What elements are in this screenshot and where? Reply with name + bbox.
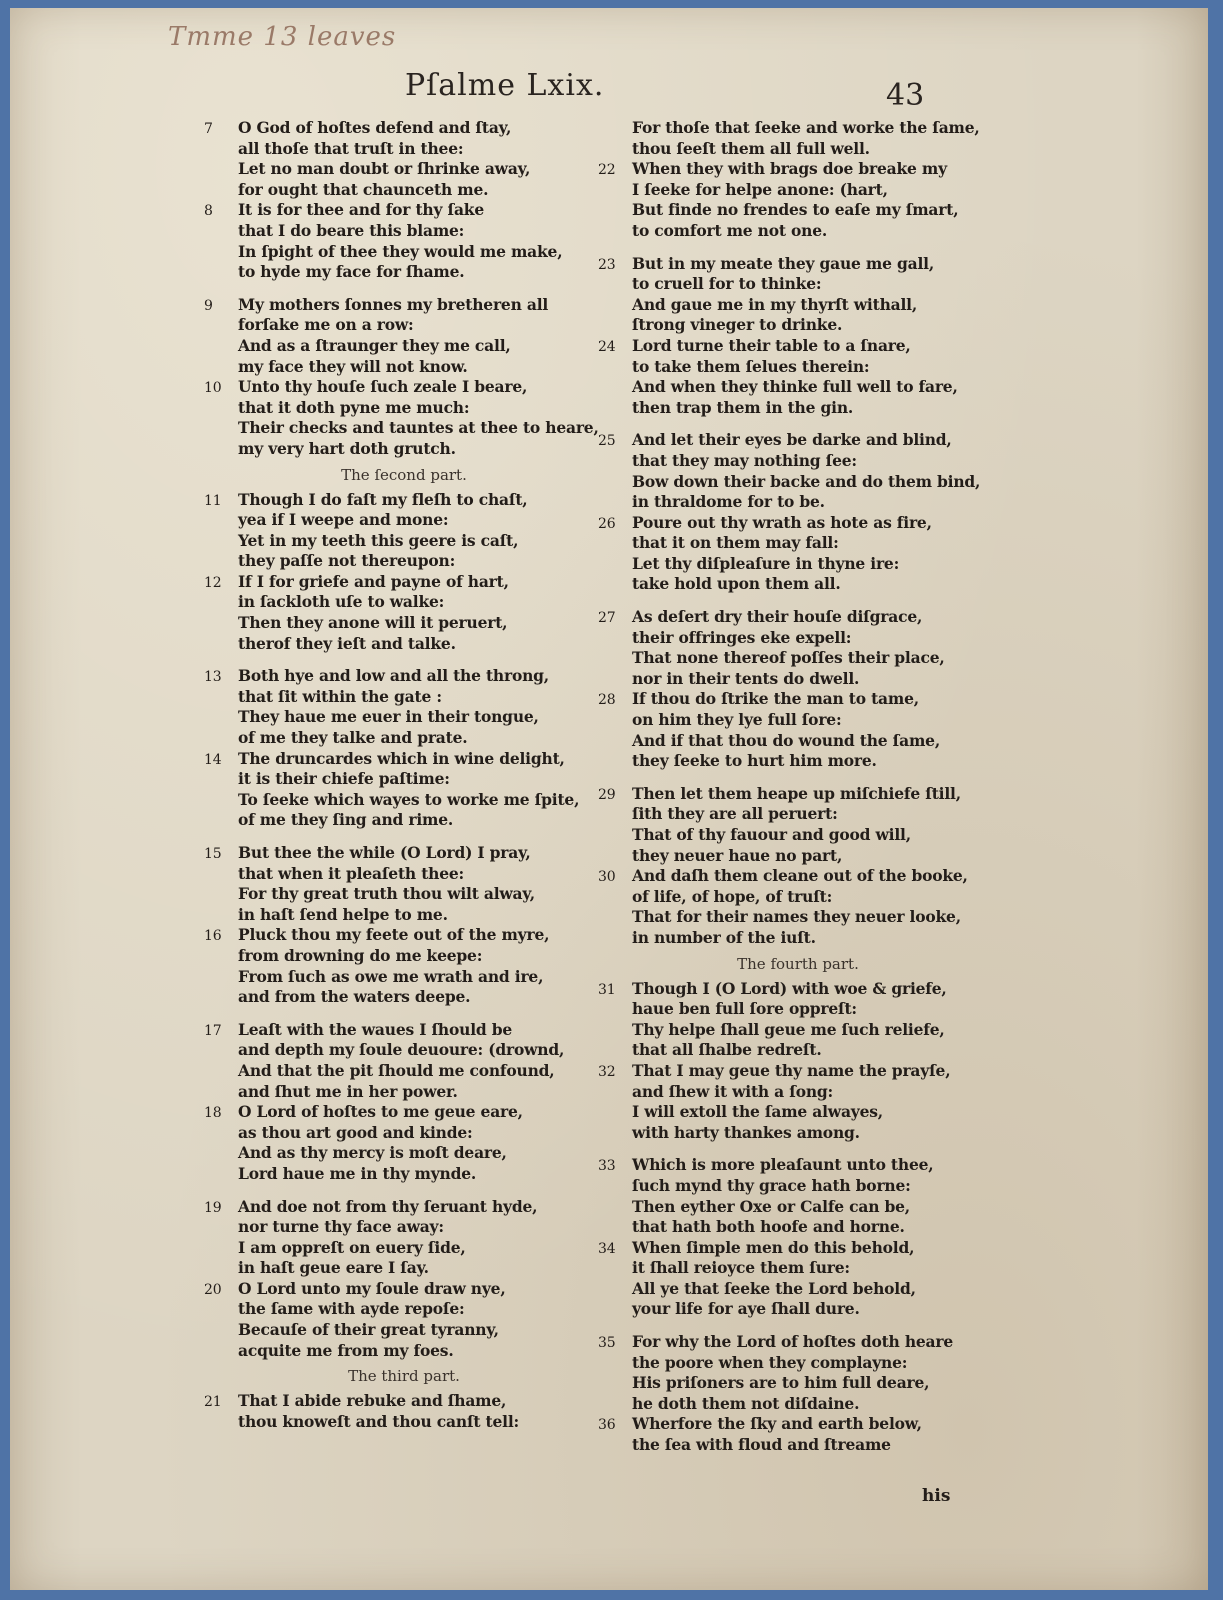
verse-text: they neuer haue no part,: [632, 845, 843, 865]
verse-number: 15: [204, 846, 222, 862]
verse-text: For thy great truth thou wilt alway,: [238, 884, 535, 904]
verse-line: [204, 707, 604, 728]
stanza-gap: [598, 595, 998, 607]
verse-line: [598, 574, 998, 595]
verse-text: I am oppreſt on euery ſide,: [238, 1237, 466, 1257]
verse-line: [598, 451, 998, 472]
verse-text: But in my meate they gaue me gall,: [632, 253, 935, 273]
verse-text: Their checks and tauntes at thee to heare,: [238, 418, 599, 438]
verse-line: [204, 1020, 604, 1041]
verse-text: that when it pleaſeth thee:: [238, 863, 465, 883]
verse-line: [598, 1102, 998, 1123]
verse-text: for ought that chaunceth me.: [238, 179, 489, 199]
verse-line: [598, 159, 998, 180]
verse-text: I ſeeke for helpe anone: (hart,: [632, 179, 888, 199]
verse-text: Bow down their backe and do them bind,: [632, 471, 981, 491]
page-number: 43: [886, 78, 925, 113]
verse-number: 12: [204, 574, 222, 591]
verse-text: my very hart doth grutch.: [238, 438, 456, 458]
verse-text: Poure out thy wrath as hote as fire,: [632, 512, 932, 532]
verse-text: as thou art good and kinde:: [238, 1122, 473, 1142]
verse-text: O Lord of hoſtes to me geue eare,: [238, 1102, 523, 1122]
verse-line: [204, 200, 604, 221]
verse-line: [204, 551, 604, 572]
verse-text: it ſhall reioyce them ſure:: [632, 1258, 850, 1278]
verse-line: [598, 398, 998, 419]
verse-text: they ſeeke to hurt him more.: [632, 751, 877, 771]
verse-line: [204, 572, 604, 593]
verse-line: [204, 687, 604, 708]
verse-text: to cruell for to thinke:: [632, 274, 822, 294]
verse-line: [598, 1082, 998, 1103]
verse-line: [598, 430, 998, 451]
verse-line: [204, 1341, 604, 1362]
verse-line: [598, 1373, 998, 1394]
verse-line: [204, 357, 604, 378]
verse-line: [598, 1353, 998, 1374]
verse-line: [598, 628, 998, 649]
running-head: Pſalme Lxix.: [405, 68, 605, 103]
verse-text: then trap them in the gin.: [632, 397, 854, 417]
verse-number: 16: [204, 928, 222, 945]
verse-line: [598, 804, 998, 825]
verse-number: 7: [204, 121, 213, 137]
verse-text: The druncardes which in wine delight,: [238, 748, 565, 768]
verse-text: to hyde my face for ſhame.: [238, 262, 465, 282]
verse-line: [598, 1394, 998, 1415]
verse-line: [598, 731, 998, 752]
verse-line: [204, 418, 604, 439]
verse-number: 9: [204, 297, 213, 314]
verse-line: [598, 979, 998, 1000]
verse-text: Leaſt with the waues I ſhould be: [238, 1019, 513, 1039]
verse-text: Let thy diſpleaſure in thyne ire:: [632, 553, 900, 573]
verse-text: they paſſe not thereupon:: [238, 551, 456, 571]
verse-line: [204, 592, 604, 613]
verse-line: [204, 946, 604, 967]
verse-line: [598, 928, 998, 949]
verse-number: 35: [598, 1335, 616, 1352]
verse-line: [598, 533, 998, 554]
verse-line: [204, 987, 604, 1008]
verse-line: [204, 398, 604, 419]
verse-line: [204, 634, 604, 655]
verse-line: [598, 825, 998, 846]
verse-text: haue ben full ſore oppreſt:: [632, 999, 857, 1019]
verse-text: And let their eyes be darke and blind,: [632, 430, 952, 450]
verse-line: [204, 749, 604, 770]
verse-text: When they with brags doe breake my: [632, 159, 947, 179]
verse-text: If thou do ſtrike the man to tame,: [632, 689, 919, 709]
verse-text: That of thy fauour and good will,: [632, 825, 911, 844]
verse-line: [204, 180, 604, 201]
verse-text: the poore when they complayne:: [632, 1352, 908, 1372]
verse-line: [204, 262, 604, 283]
verse-text: nor in their tents do dwell.: [632, 668, 860, 688]
verse-number: 11: [204, 492, 222, 509]
verse-text: and ſhew it with a ſong:: [632, 1081, 834, 1101]
verse-line: [204, 531, 604, 552]
verse-line: [598, 784, 998, 805]
verse-text: of me they ſing and rime.: [238, 810, 454, 830]
verse-number: 17: [204, 1022, 222, 1039]
verse-line: [204, 843, 604, 864]
stanza-gap: [204, 1185, 604, 1197]
verse-line: [598, 472, 998, 493]
verse-text: For thoſe that ſeeke and worke the ſame,: [632, 118, 980, 137]
verse-text: Yet in my teeth this geere is caſt,: [238, 530, 519, 550]
verse-text: His priſoners are to him full deare,: [632, 1373, 930, 1393]
right-column: [598, 118, 998, 1456]
verse-text: But finde no frendes to eaſe my ſmart,: [632, 200, 959, 220]
verse-number: 28: [598, 692, 616, 709]
verse-text: And that the pit ſhould me confound,: [238, 1060, 555, 1080]
verse-line: [204, 159, 604, 180]
verse-line: [204, 967, 604, 988]
verse-text: My mothers ſonnes my bretheren all: [238, 294, 549, 314]
verse-text: yea if I weepe and mone:: [238, 510, 449, 530]
verse-line: [598, 513, 998, 534]
stanza-gap: [204, 654, 604, 666]
verse-text: ſith they are all peruert:: [632, 804, 838, 824]
verse-line: [598, 274, 998, 295]
verse-line: [204, 1143, 604, 1164]
stanza-gap: [204, 283, 604, 295]
verse-number: 20: [204, 1281, 222, 1298]
verse-number: 33: [598, 1158, 616, 1175]
verse-text: And gaue me in my thyrſt withall,: [632, 294, 918, 314]
verse-number: 30: [598, 869, 616, 886]
verse-number: 27: [598, 610, 616, 627]
verse-line: [598, 295, 998, 316]
verse-text: Then let them heape up miſchiefe ſtill,: [632, 783, 961, 803]
verse-text: Becauſe of their great tyranny,: [238, 1320, 499, 1340]
verse-line: [598, 1061, 998, 1082]
verse-line: [598, 254, 998, 275]
verse-line: [204, 864, 604, 885]
verse-line: [204, 728, 604, 749]
verse-line: [598, 492, 998, 513]
verse-text: and ſhut me in her power.: [238, 1081, 458, 1101]
verse-line: [598, 1332, 998, 1353]
verse-line: [204, 790, 604, 811]
verse-line: [204, 810, 604, 831]
verse-text: in haſt ſend helpe to me.: [238, 904, 448, 924]
verse-text: on him they lye full ſore:: [632, 710, 842, 730]
verse-text: all thoſe that truſt in thee:: [238, 138, 464, 158]
verse-line: [598, 846, 998, 867]
verse-text: the ſame with ayde repoſe:: [238, 1299, 465, 1319]
verse-line: [204, 884, 604, 905]
verse-text: forſake me on a row:: [238, 315, 414, 335]
verse-number: 13: [204, 669, 222, 686]
verse-line: [598, 1197, 998, 1218]
verse-line: [204, 1061, 604, 1082]
verse-line: [204, 490, 604, 511]
verse-number: 22: [598, 162, 616, 179]
verse-text: O God of hoſtes defend and ſtay,: [238, 118, 512, 137]
verse-text: Pluck thou my feete out of the myre,: [238, 925, 550, 945]
verse-text: Unto thy houſe ſuch zeale I beare,: [238, 377, 528, 397]
verse-text: of life, of hope, of truſt:: [632, 886, 833, 906]
verse-number: 25: [598, 433, 616, 450]
verse-line: [204, 905, 604, 926]
verse-line: [598, 200, 998, 221]
verse-text: When ſimple men do this behold,: [632, 1237, 915, 1257]
verse-text: their offringes eke expell:: [632, 627, 852, 647]
verse-text: in thraldome for to be.: [632, 492, 825, 512]
verse-text: For why the Lord of hoſtes doth heare: [632, 1332, 954, 1352]
verse-text: That I abide rebuke and ſhame,: [238, 1391, 507, 1411]
verse-number: 14: [204, 751, 222, 768]
verse-line: [598, 1435, 998, 1456]
verse-line: [598, 1414, 998, 1435]
verse-text: with harty thankes among.: [632, 1122, 860, 1142]
verse-text: From ſuch as owe me wrath and ire,: [238, 966, 544, 986]
verse-line: [598, 118, 998, 139]
verse-line: [598, 648, 998, 669]
verse-line: [598, 1299, 998, 1320]
verse-line: [598, 1258, 998, 1279]
stanza-gap: [598, 1143, 998, 1155]
verse-text: that all ſhalbe redreſt.: [632, 1040, 822, 1060]
verse-line: [204, 1320, 604, 1341]
verse-text: Wherfore the ſky and earth below,: [632, 1414, 922, 1434]
stanza-gap: [204, 831, 604, 843]
verse-number: 29: [598, 786, 616, 803]
verse-text: O Lord unto my ſoule draw nye,: [238, 1278, 506, 1298]
verse-line: [204, 439, 604, 460]
verse-text: my face they will not know.: [238, 356, 468, 376]
section-heading: The third part.: [348, 1367, 460, 1386]
catchword: his: [922, 1486, 951, 1506]
verse-line: [598, 887, 998, 908]
verse-text: Though I do faſt my fleſh to chaſt,: [238, 489, 528, 509]
verse-text: nor turne thy face away:: [238, 1217, 444, 1237]
verse-text: In ſpight of thee they would me make,: [238, 241, 563, 261]
verse-line: [204, 118, 604, 139]
verse-text: and depth my ſoule deuoure: (drownd,: [238, 1040, 565, 1060]
verse-text: in number of the iuſt.: [632, 927, 816, 947]
verse-line: [598, 710, 998, 731]
verse-text: the ſea with floud and ſtreame: [632, 1435, 891, 1455]
verse-line: [598, 180, 998, 201]
verse-line: [598, 1123, 998, 1144]
verse-line: [598, 377, 998, 398]
verse-line: [204, 1217, 604, 1238]
verse-text: ſuch mynd thy grace hath borne:: [632, 1175, 911, 1195]
manuscript-annotation: Tmme 13 leaves: [168, 22, 397, 52]
verse-line: [598, 1040, 998, 1061]
verse-text: that I do beare this blame:: [238, 220, 465, 240]
verse-text: Which is more pleaſaunt unto thee,: [632, 1155, 934, 1175]
verse-line: [204, 295, 604, 316]
verse-text: And if that thou do wound the ſame,: [632, 730, 941, 750]
verse-text: therof they ieſt and talke.: [238, 633, 456, 653]
verse-text: If I for griefe and payne of hart,: [238, 571, 509, 591]
verse-line: [598, 907, 998, 928]
verse-number: 31: [598, 981, 616, 998]
verse-text: thou knoweſt and thou canſt tell:: [238, 1411, 520, 1431]
verse-line: [598, 357, 998, 378]
verse-text: it is their chiefe paſtime:: [238, 769, 450, 789]
verse-line: [598, 315, 998, 336]
verse-text: of me they talke and prate.: [238, 728, 468, 748]
verse-text: But thee the while (O Lord) I pray,: [238, 843, 531, 862]
verse-line: [598, 999, 998, 1020]
verse-line: [204, 315, 604, 336]
verse-text: in ſackloth uſe to walke:: [238, 592, 445, 612]
verse-line: [598, 866, 998, 887]
verse-line: [204, 139, 604, 160]
verse-text: It is for thee and for thy ſake: [238, 200, 484, 220]
verse-text: that they may nothing ſee:: [632, 450, 857, 470]
verse-text: That for their names they neuer looke,: [632, 907, 961, 927]
verse-text: That I may geue thy name the prayſe,: [632, 1060, 951, 1080]
verse-text: to comfort me not one.: [632, 220, 828, 240]
verse-line: [204, 769, 604, 790]
stanza-gap: [598, 418, 998, 430]
verse-line: [204, 1258, 604, 1279]
verse-line: [204, 1164, 604, 1185]
verse-text: As deſert dry their houſe diſgrace,: [632, 607, 923, 627]
verse-number: 24: [598, 338, 616, 355]
verse-line: [598, 751, 998, 772]
verse-text: that hath both hoofe and horne.: [632, 1217, 905, 1237]
verse-number: 23: [598, 256, 616, 273]
verse-text: that it on them may fall:: [632, 533, 839, 553]
verse-text: take hold upon them all.: [632, 574, 841, 594]
verse-text: from drowning do me keepe:: [238, 945, 483, 965]
verse-text: And when they thinke full well to fare,: [632, 377, 958, 397]
verse-text: Though I (O Lord) with woe & griefe,: [632, 978, 947, 998]
verse-text: your life for aye ſhall dure.: [632, 1299, 860, 1319]
verse-text: and from the waters deepe.: [238, 987, 471, 1007]
verse-line: [598, 1155, 998, 1176]
stanza-gap: [598, 242, 998, 254]
verse-line: [204, 1299, 604, 1320]
verse-number: 19: [204, 1199, 222, 1216]
verse-line: [598, 607, 998, 628]
verse-line: [598, 1176, 998, 1197]
verse-line: [598, 1279, 998, 1300]
verse-line: [204, 1082, 604, 1103]
verse-line: [598, 1020, 998, 1041]
verse-line: [204, 1197, 604, 1218]
stanza-gap: [204, 1008, 604, 1020]
verse-line: [598, 1217, 998, 1238]
verse-text: Lord haue me in thy mynde.: [238, 1163, 477, 1183]
verse-text: Lord turne their table to a ſnare,: [632, 335, 911, 355]
verse-line: [204, 336, 604, 357]
verse-text: he doth them not diſdaine.: [632, 1393, 860, 1413]
verse-text: And as a ſtraunger they me call,: [238, 335, 511, 355]
verse-line: [204, 1040, 604, 1061]
verse-number: 21: [204, 1394, 222, 1411]
verse-line: [598, 689, 998, 710]
verse-line: [598, 139, 998, 160]
verse-text: in haſt geue eare I ſay.: [238, 1258, 429, 1278]
verse-text: that it doth pyne me much:: [238, 397, 470, 417]
verse-line: [204, 666, 604, 687]
section-heading: The fourth part.: [737, 954, 859, 973]
verse-line: [598, 221, 998, 242]
verse-text: And as thy mercy is moſt deare,: [238, 1143, 507, 1163]
verse-number: 36: [598, 1417, 616, 1434]
verse-text: acquite me from my foes.: [238, 1340, 454, 1360]
verse-number: 32: [598, 1063, 616, 1080]
verse-text: ſtrong vineger to drinke.: [632, 315, 843, 335]
verse-line: [598, 669, 998, 690]
verse-text: Both hye and low and all the throng,: [238, 666, 549, 686]
verse-line: [204, 1412, 604, 1433]
verse-line: [598, 1238, 998, 1259]
verse-line: [204, 1279, 604, 1300]
verse-number: 34: [598, 1240, 616, 1257]
verse-text: I will extoll the ſame alwayes,: [632, 1102, 883, 1122]
verse-number: 10: [204, 380, 222, 397]
verse-text: That none thereof poſſes their place,: [632, 648, 945, 668]
verse-text: Let no man doubt or ſhrinke away,: [238, 159, 531, 179]
verse-text: Then eyther Oxe or Calfe can be,: [632, 1196, 910, 1216]
verse-line: [204, 613, 604, 634]
verse-number: 18: [204, 1105, 222, 1122]
verse-line: [204, 1238, 604, 1259]
verse-line: [204, 925, 604, 946]
verse-text: Then they anone will it peruert,: [238, 613, 508, 633]
verse-text: They haue me euer in their tongue,: [238, 707, 539, 727]
verse-text: that ſit within the gate :: [238, 686, 442, 706]
verse-text: All ye that ſeeke the Lord behold,: [632, 1278, 916, 1298]
verse-line: [204, 377, 604, 398]
verse-line: [204, 1391, 604, 1412]
stanza-gap: [598, 772, 998, 784]
verse-line: [204, 1123, 604, 1144]
section-heading: The ſecond part.: [341, 465, 467, 484]
verse-number: 26: [598, 515, 616, 532]
left-column: [204, 118, 604, 1432]
verse-line: [204, 242, 604, 263]
book-page: [10, 8, 1208, 1590]
verse-line: [204, 510, 604, 531]
verse-text: And doe not from thy ſeruant hyde,: [238, 1196, 538, 1216]
verse-line: [204, 221, 604, 242]
verse-number: 8: [204, 203, 213, 220]
verse-line: [598, 336, 998, 357]
verse-text: And daſh them cleane out of the booke,: [632, 866, 968, 886]
stanza-gap: [598, 1320, 998, 1332]
verse-text: Thy helpe ſhall geue me ſuch reliefe,: [632, 1019, 945, 1039]
verse-text: To ſeeke which wayes to worke me ſpite,: [238, 789, 580, 809]
verse-text: thou ſeeſt them all full well.: [632, 138, 870, 158]
verse-line: [204, 1102, 604, 1123]
verse-line: [598, 554, 998, 575]
verse-text: to take them ſelues therein:: [632, 356, 870, 376]
